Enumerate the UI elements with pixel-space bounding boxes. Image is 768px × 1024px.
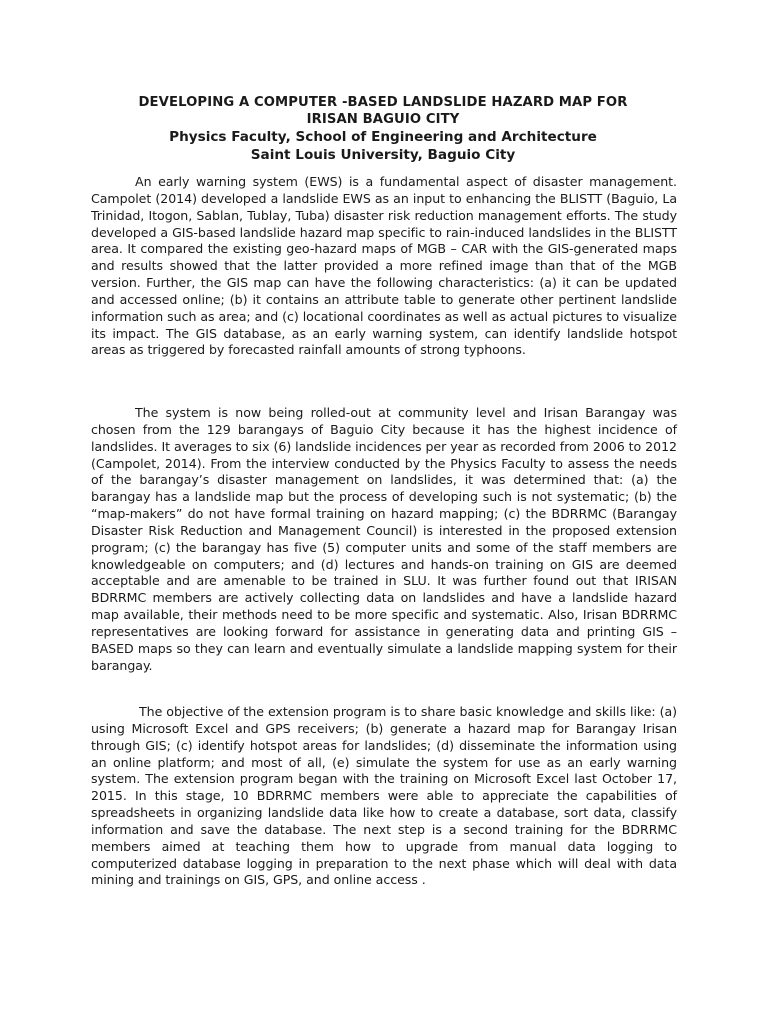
body-paragraph-2: The system is now being rolled-out at community level and Irisan Barangay was chosen from the 129 barangays of Baguio City because it has the highest incidence of landslides. It averages to six (6) landslide incidences per year as recorded from 2006 to 2012 (Campolet, 2014). From the interview conducted by the Physics Faculty to assess the needs of the barangay’s disaster management on landslides, it was determined that: (a) the barangay has a landslide map but the process of developing such is not systematic; (b) the “map-makers” do not have formal training on hazard mapping; (c) the BDRRMC (Barangay Disaster Risk Reduction and Management Council) is interested in the proposed extension program; (c) the barangay has five (5) computer units and some of the staff members are knowledgeable on computers; and (d) lectures and hands-on training on GIS are deemed acceptable and are amenable to be trained in SLU. It was further found out that IRISAN BDRRMC members are actively collecting data on landslides and have a landslide hazard map available, their methods need to be more specific and systematic. Also, Irisan BDRRMC representatives are looking forward for assistance in generating data and printing GIS –BASED maps so they can learn and eventually simulate a landslide mapping system for their barangay. bbox=[91, 405, 677, 673]
title-block bbox=[90, 94, 676, 164]
document-title-line-1: DEVELOPING A COMPUTER -BASED LANDSLIDE HAZARD MAP FOR bbox=[138, 95, 628, 110]
document-title-line-2: IRISAN BAGUIO CITY bbox=[306, 112, 460, 127]
affiliation-line-1: Physics Faculty, School of Engineering and Architecture bbox=[169, 129, 597, 145]
body-paragraph-1: An early warning system (EWS) is a fundamental aspect of disaster management. Campolet (2014) developed a landslide EWS as an input to enhancing the BLISTT (Baguio, La Trinidad, Itogon, Sablan, Tublay, Tuba) disaster risk reduction management efforts. The study developed a GIS-based landslide hazard map specific to rain-induced landslides in the BLISTT area. It compared the existing geo-hazard maps of MGB – CAR with the GIS-generated maps and results showed that the latter provided a more refined image than that of the MGB version. Further, the GIS map can have the following characteristics: (a) it can be updated and accessed online; (b) it contains an attribute table to generate other pertinent landslide information such as area; and (c) locational coordinates as well as actual pictures to visualize its impact. The GIS database, as an early warning system, can identify landslide hotspot areas as triggered by forecasted rainfall amounts of strong typhoons. bbox=[91, 174, 677, 358]
affiliation-line-2: Saint Louis University, Baguio City bbox=[250, 147, 516, 163]
body-paragraph-3: The objective of the extension program is to share basic knowledge and skills like: (a) using Microsoft Excel and GPS receivers; (b) generate a hazard map for Barangay Irisan through GIS; (c) identify hotspot areas for landslides; (d) disseminate the information using an online platform; and most of all, (e) simulate the system for use as an early warning system. The extension program began with the training on Microsoft Excel last October 17, 2015. In this stage, 10 BDRRMC members were able to appreciate the capabilities of spreadsheets in organizing landslide data like how to create a database, sort data, classify information and save the database. The next step is a second training for the BDRRMC members aimed at teaching them how to upgrade from manual data logging to computerized database logging in preparation to the next phase which will deal with data mining and trainings on GIS, GPS, and online access . bbox=[91, 704, 677, 888]
